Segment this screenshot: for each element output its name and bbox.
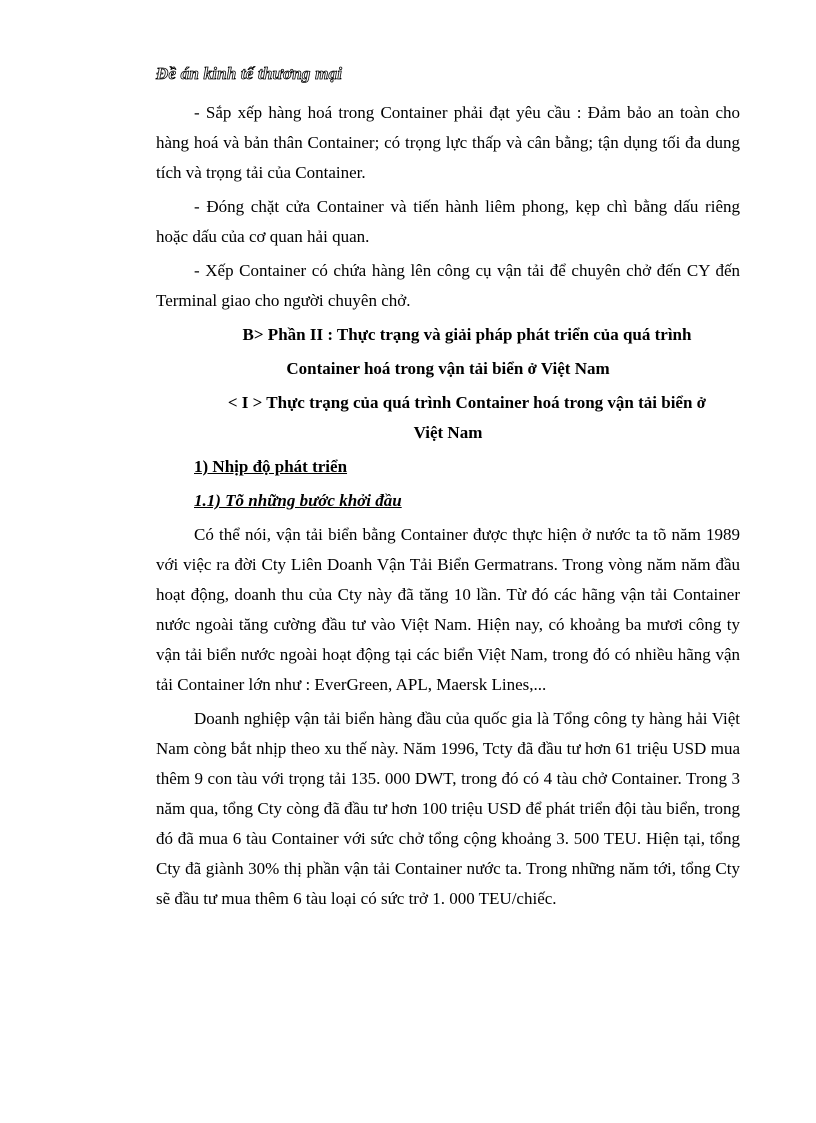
paragraph-seal-container: - Đóng chặt cửa Container và tiến hành liêm phong, kẹp chì bằng dấu riêng hoặc dấu của cơ quan hải quan. — [156, 197, 740, 246]
section-heading-line-2: Việt Nam — [413, 423, 483, 442]
paragraph-vinalines: Doanh nghiệp vận tải biển hàng đầu của quốc gia là Tổng công ty hàng hải Việt Nam còng bắt nhịp theo xu thế này. Năm 1996, Tcty đã đầu tư hơn 61 triệu USD mua thêm 9 con tàu với trọng tải 135. 000 DWT, trong đó có 4 tàu chở Container. Trong 3 năm qua, tổng Cty còng đã đầu tư hơn 100 triệu USD để phát triển đội tàu biển, trong đó đã mua 6 tàu Container với sức chở tổng cộng khoảng 3. 500 TEU. Hiện tại, tổng Cty đã giành 30% thị phần vận tải Container nước ta. Trong những năm tới, tổng Cty sẽ đầu tư mua thêm 6 tàu loại có sức trở 1. 000 TEU/chiếc. — [156, 709, 740, 908]
subsubsection-heading: 1.1) Tõ những bước khởi đầu — [194, 491, 402, 510]
document-body — [156, 98, 740, 914]
running-header: Đề án kinh tế thương mại — [156, 64, 343, 83]
subsection-heading: 1) Nhịp độ phát triển — [194, 457, 348, 476]
part-heading-line-2: Container hoá trong vận tải biển ở Việt Nam — [286, 359, 610, 378]
section-heading-line-1: < I > Thực trạng của quá trình Container hoá trong vận tải biển ở — [227, 393, 707, 412]
paragraph-arrange-cargo: - Sắp xếp hàng hoá trong Container phải đạt yêu cầu : Đảm bảo an toàn cho hàng hoá và bản thân Container; có trọng lực thấp và cân bằng; tận dụng tối đa dung tích và trọng tải của Container. — [156, 103, 740, 182]
part-heading-line-1: B> Phần II : Thực trạng và giải pháp phát triển của quá trình — [242, 325, 692, 344]
paragraph-beginnings: Có thể nói, vận tải biển bằng Container được thực hiện ở nước ta tõ năm 1989 với việc ra đời Cty Liên Doanh Vận Tải Biển Germatrans. Trong vòng năm năm đầu hoạt động, doanh thu của Cty này đã tăng 10 lần. Từ đó các hãng vận tải Container nước ngoài tăng cường đầu tư vào Việt Nam. Hiện nay, có khoảng ba mươi công ty vận tải biển nước ngoài hoạt động tại các biển Việt Nam, trong đó có nhiều hãng vận tải Container lớn như : EverGreen, APL, Maersk Lines,... — [156, 525, 740, 694]
paragraph-load-container: - Xếp Container có chứa hàng lên công cụ vận tải để chuyên chở đến CY đến Terminal giao cho người chuyên chở. — [156, 261, 740, 310]
